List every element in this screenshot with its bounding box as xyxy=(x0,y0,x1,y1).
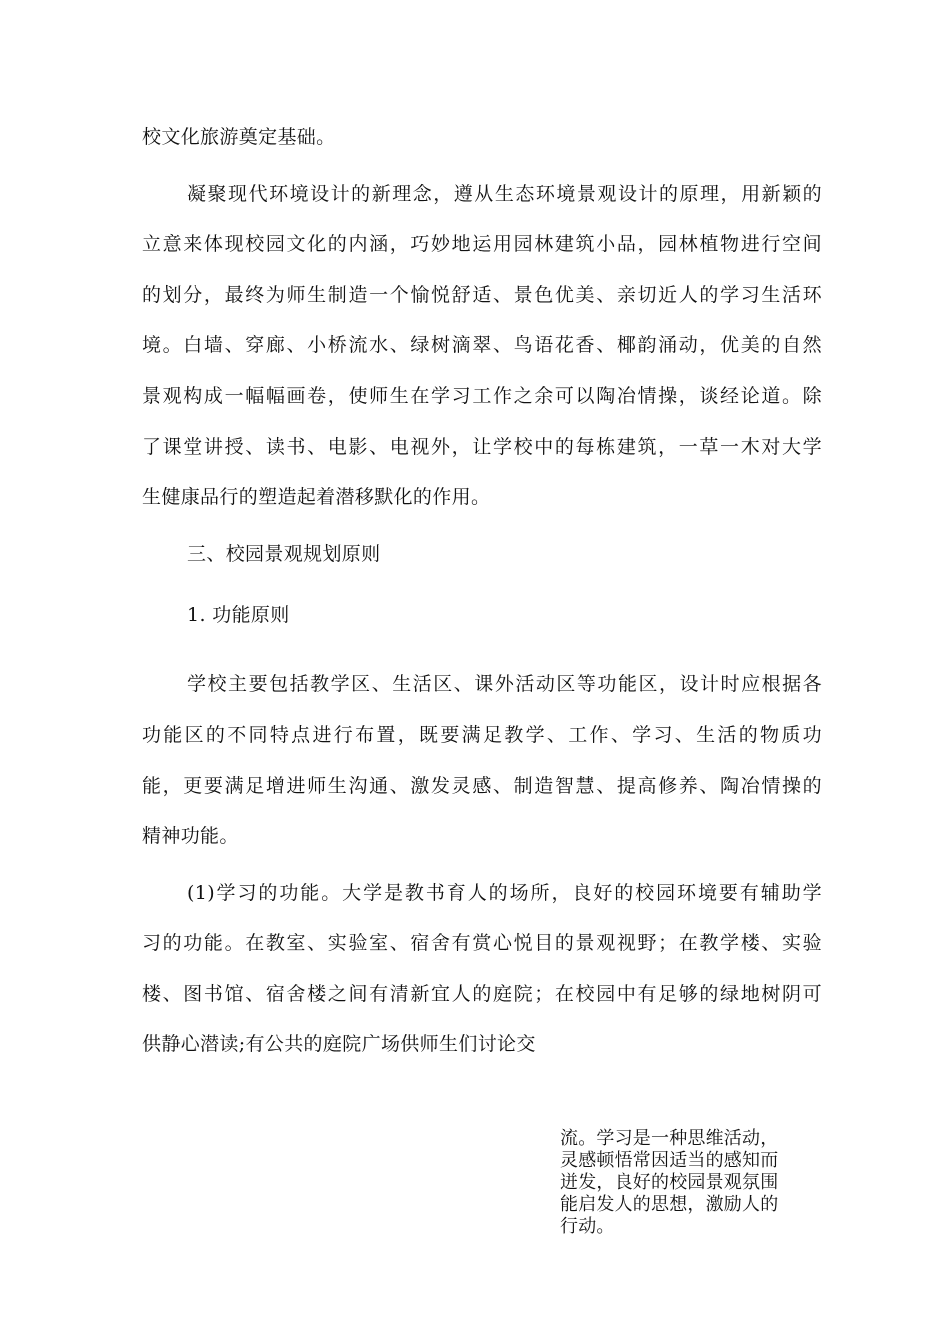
side-note-line: 能启发人的思想，激励人的 xyxy=(560,1194,779,1215)
paragraph-line: 能，更要满足增进师生沟通、激发灵感、制造智慧、提高修养、陶冶情操的 xyxy=(142,775,822,797)
side-note xyxy=(560,1128,820,1238)
paragraph-line: 景观构成一幅幅画卷，使师生在学习工作之余可以陶冶情操，谈经论道。除 xyxy=(142,385,822,407)
paragraph-line: (1)学习的功能。大学是教书育人的场所，良好的校园环境要有辅助学 xyxy=(187,882,822,904)
paragraph-line: 供静心潜读;有公共的庭院广场供师生们讨论交 xyxy=(142,1033,536,1055)
paragraph-line: 学校主要包括教学区、生活区、课外活动区等功能区，设计时应根据各 xyxy=(187,673,822,695)
paragraph-line: 楼、图书馆、宿舍楼之间有清新宜人的庭院；在校园中有足够的绿地树阴可 xyxy=(142,983,822,1005)
paragraph-line: 功能区的不同特点进行布置，既要满足教学、工作、学习、生活的物质功 xyxy=(142,724,822,746)
side-note-line: 迸发，良好的校园景观氛围 xyxy=(560,1172,779,1193)
paragraph-line: 凝聚现代环境设计的新理念，遵从生态环境景观设计的原理，用新颖的 xyxy=(187,183,822,205)
subheading: 1. 功能原则 xyxy=(187,604,290,626)
paragraph-line: 习的功能。在教室、实验室、宿舍有赏心悦目的景观视野；在教学楼、实验 xyxy=(142,932,822,954)
side-note-line: 流。学习是一种思维活动， xyxy=(560,1128,779,1149)
top-line: 校文化旅游奠定基础。 xyxy=(142,126,336,148)
paragraph-line: 立意来体现校园文化的内涵，巧妙地运用园林建筑小品，园林植物进行空间 xyxy=(142,233,822,255)
paragraph-line: 了课堂讲授、读书、电影、电视外，让学校中的每栋建筑，一草一木对大学 xyxy=(142,436,822,458)
paragraph-line: 精神功能。 xyxy=(142,825,239,847)
side-note-line: 灵感顿悟常因适当的感知而 xyxy=(560,1150,779,1171)
section-heading: 三、校园景观规划原则 xyxy=(187,543,381,565)
paragraph-line: 境。白墙、穿廊、小桥流水、绿树滴翠、鸟语花香、椰韵涌动，优美的自然 xyxy=(142,334,822,356)
paragraph-line: 的划分，最终为师生制造一个愉悦舒适、景色优美、亲切近人的学习生活环 xyxy=(142,284,822,306)
paragraph-line: 生健康品行的塑造起着潜移默化的作用。 xyxy=(142,486,491,508)
side-note-line: 行动。 xyxy=(560,1216,615,1237)
